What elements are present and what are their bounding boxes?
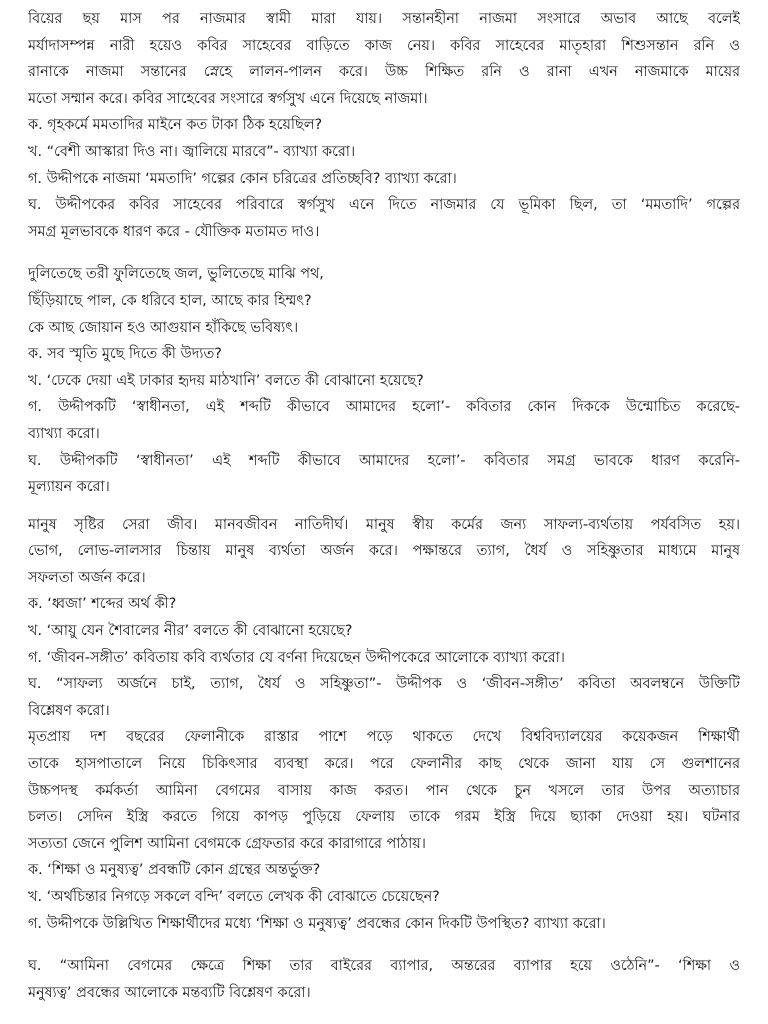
- text-line: খ. ‘আয়ু যেন শৈবালের নীর’ বলতে কী বোঝানো হয়েছে?: [28, 623, 353, 640]
- text-line: সফলতা অর্জন করে।: [28, 569, 146, 586]
- text-line: ঘ. “সাফল্য অর্জনে চাই, ত্যাগ, ধৈর্য ও সহিষ্ণুতা”- উদ্দীপক ও ‘জীবন-সঙ্গীত’ কবিতা অবলম্বনে উক্তিটি: [28, 676, 740, 693]
- text-line: রানাকে নাজমা সন্তানের স্নেহে লালন-পালন করে। উচ্চ শিক্ষিত রনি ও রানা এখন নাজমাকে মায়ের: [28, 64, 740, 81]
- text-line: মূল্যায়ন করো।: [28, 479, 110, 496]
- text-line: বিশ্লেষণ করো।: [28, 702, 110, 719]
- block-spacer: [28, 245, 740, 261]
- text-line: মর্যাদাসম্পন্ন নারী হয়েও কবির সাহেবের বাড়িতে কাজ নেয়। কবির সাহেবের মাতৃহারা শিশুসন্তান রনি ও: [28, 37, 740, 54]
- text-line: খ. ‘ঢেকে দেয়া এই ঢাকার হৃদয় মাঠখানি’ বলতে কী বোঝানো হয়েছে?: [28, 372, 424, 389]
- text-line: গ. উদ্দীপকটি ‘স্বাধীনতা, এই শব্দটি কীভাবে আমাদের হলো’- কবিতার কোন দিককে উন্মোচিত করেছে-: [28, 399, 740, 416]
- question-block-3: [28, 512, 740, 938]
- text-line: খ. “বেশী আস্কারা দিও না। জ্বালিয়ে মারবে”- ব্যাখ্যা করো।: [28, 143, 356, 160]
- text-line: খ. ‘অর্থচিন্তার নিগড়ে সকলে বন্দি’ বলতে লেখক কী বোঝাতে চেয়েছেন?: [28, 889, 440, 905]
- text-line: ক. ‘ধ্বজা’ শব্দের অর্থ কী?: [28, 596, 177, 613]
- text-line: মনুষ্যত্ব’ প্রবন্ধের আলোকে মন্তব্যটি বিশ্লেষণ করো।: [28, 984, 311, 1001]
- text-line: গ. ‘জীবন-সঙ্গীত’ কবিতায় কবি ব্যর্থতার যে বর্ণনা দিয়েছেন উদ্দীপকেরে আলোকে ব্যাখ্যা করো।: [28, 649, 565, 666]
- text-line: ব্যাখ্যা করো।: [28, 425, 100, 442]
- block-spacer: [28, 937, 740, 953]
- text-line: মৃতপ্রায় দশ বছরের ফেলানীকে রাস্তার পাশে পড়ে থাকতে দেখে বিশ্ববিদ্যালয়ের কয়েকজন শিক্ষার্থী: [28, 729, 740, 746]
- text-line: উচ্চপদস্থ কর্মকর্তা আমিনা বেগমের বাসায় কাজ করত। পান থেকে চুন খসলে তার উপর অত্যাচার: [28, 782, 740, 799]
- text-line: দুলিতেছে তরী ফুলিতেছে জল, ভুলিতেছে মাঝি পথ,: [28, 266, 324, 283]
- document-body: [28, 6, 740, 1006]
- text-line: ছিঁড়িয়াছে পাল, কে ধরিবে হাল, আছে কার হিম্মৎ?: [28, 292, 312, 309]
- text-line: ঘ. “আমিনা বেগমের ক্ষেত্রে শিক্ষা তার বাইরের ব্যাপার, অন্তরের ব্যাপার হয়ে ওঠেনি”- ‘শিক্ষা ও: [28, 958, 740, 975]
- text-line: গ. উদ্দীপকে নাজমা ‘মমতাদি’ গল্পের কোন চরিত্রের প্রতিচ্ছবি? ব্যাখ্যা করো।: [28, 170, 457, 187]
- text-line: সত্যতা জেনে পুলিশ আমিনা বেগমকে গ্রেফতার করে কারাগারে পাঠায়।: [28, 835, 426, 852]
- text-line: সমগ্র মূলভাবকে ধারণ করে - যৌক্তিক মতামত দাও।: [28, 223, 320, 240]
- text-line: মতো সম্মান করে। কবির সাহেবের সংসারে স্বর্গসুখ এনে দিয়েছে নাজমা।: [28, 90, 428, 107]
- text-line: ঘ. উদ্দীপকের কবির সাহেবের পরিবারে স্বর্গসুখ এনে দিতে নাজমার যে ভূমিকা ছিল, তা ‘মমতাদি’ গল্পের: [28, 197, 740, 214]
- text-line: তাকে হাসপাতালে নিয়ে চিকিৎসার ব্যবস্থা করে। পরে ফেলানীর কাছ থেকে জানা যায় সে গুলশানের: [28, 756, 740, 773]
- question-block-4: [28, 953, 740, 1006]
- text-line: বিয়ের ছয় মাস পর নাজমার স্বামী মারা যায়। সন্তানহীনা নাজমা সংসারে অভাব আছে বলেই: [28, 11, 740, 27]
- text-line: ঘ. উদ্দীপকটি ‘স্বাধীনতা’ এই শব্দটি কীভাবে আমাদের হলো’- কবিতার সমগ্র ভাবকে ধারণ করেনি-: [28, 452, 740, 469]
- text-line: ভোগ, লোভ-লালসার চিন্তায় মানুষ ব্যর্থতা অর্জন করে। পক্ষান্তরে ত্যাগ, ধৈর্য ও সহিষ্ণুতার মাধ্যমে মানুষ: [28, 543, 740, 560]
- block-spacer: [28, 501, 740, 512]
- text-line: ক. ‘শিক্ষা ও মনুষ্যত্ব’ প্রবন্ধটি কোন গ্রন্থের অন্তর্ভুক্ত?: [28, 862, 321, 879]
- question-block-1: [28, 6, 740, 245]
- text-line: মানুষ সৃষ্টির সেরা জীব। মানবজীবন নাতিদীর্ঘ। মানুষ স্বীয় কর্মের জন্য সাফল্য-ব্যর্থতায় পর্যবসিত হয়।: [28, 516, 740, 533]
- text-line: চলত। সেদিন ইস্ত্রি করতে গিয়ে কাপড় পুড়িয়ে ফেলায় তাকে গরম ইস্ত্রি দিয়ে ছ্যাকা দেওয়া হয়। ঘটনার: [28, 809, 740, 826]
- text-line: ক. সব স্মৃতি মুছে দিতে কী উদ্যত?: [28, 346, 222, 363]
- text-line: ক. গৃহকর্মে মমতাদির মাইনে কত টাকা ঠিক হয়েছিল?: [28, 117, 323, 134]
- question-block-2: [28, 261, 740, 500]
- text-line: কে আছ জোয়ান হও আগুয়ান হাঁকিছে ভবিষ্যৎ।: [28, 319, 299, 336]
- text-line: গ. উদ্দীপকে উল্লিখিত শিক্ষার্থীদের মধ্যে ‘শিক্ষা ও মনুষ্যত্ব’ প্রবন্ধের কোন দিকটি উপস্থিত? ব্যাখ্যা করো।: [28, 915, 606, 932]
